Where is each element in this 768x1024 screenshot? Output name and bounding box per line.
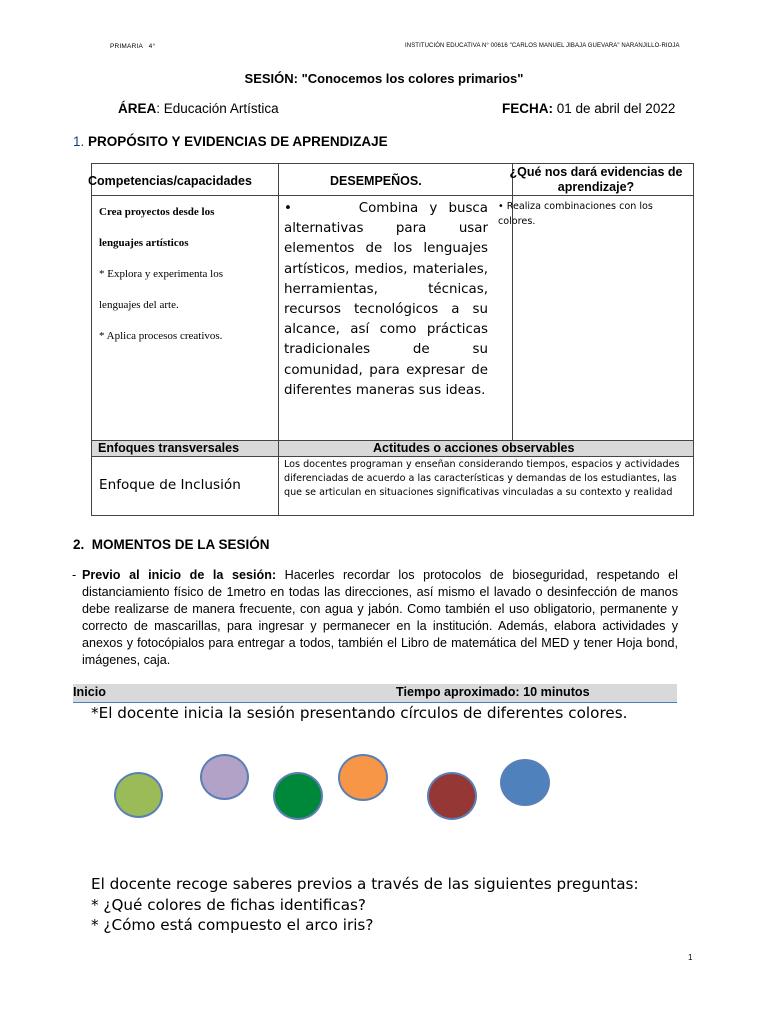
color-circle-red-dark xyxy=(427,772,477,820)
tiempo-label: Tiempo aproximado: 10 minutos xyxy=(396,685,590,699)
area-label: ÁREA xyxy=(118,101,157,116)
color-circle-green-light xyxy=(114,772,163,818)
header-actitudes: Actitudes o acciones observables xyxy=(373,441,575,455)
question-item: * ¿Cómo está compuesto el arco iris? xyxy=(91,916,374,934)
header-grade: PRIMARIA 4° xyxy=(110,43,156,50)
capacidad-line: * Explora y experimenta los xyxy=(99,268,224,280)
color-circle-blue xyxy=(500,759,550,806)
header-enfoques: Enfoques transversales xyxy=(98,441,240,455)
area-value: : Educación Artística xyxy=(156,101,279,116)
inicio-intro: *El docente inicia la sesión presentando círculos de diferentes colores. xyxy=(91,704,628,722)
previo-paragraph xyxy=(73,567,678,669)
color-circle-lilac xyxy=(200,754,249,800)
capacidad-line: * Aplica procesos creativos. xyxy=(99,330,223,342)
session-title xyxy=(0,71,768,86)
color-circle-orange xyxy=(338,754,388,801)
section-1-number: 1. xyxy=(73,134,85,149)
page-number: 1 xyxy=(688,953,693,962)
section-2-heading xyxy=(73,537,270,552)
previo-body xyxy=(82,567,678,669)
header-institution: INSTITUCIÓN EDUCATIVA N° 00616 "CARLOS MANUEL JIBAJA GUEVARA" NARANJILLO-RIOJA xyxy=(405,43,680,49)
date-label: FECHA: xyxy=(502,101,553,116)
table-divider xyxy=(92,456,693,457)
purpose-table xyxy=(88,163,694,516)
competencias-cell xyxy=(99,197,279,352)
previo-text: Hacerles recordar los protocolos de bioseguridad, respetando el distanciamiento físico de 1metro en todas las direcciones, así mismo el lavado o desinfección de manos debe realizarse de manera frecuente, con agua y jabón. Como también el uso obligatorio, permanente y correcto de mascarillas, para ingresar y permanecer en la institución. Además, elabora actividades y anexos y fotocópialos para entregar a todos, también el Libro de matemática del MED y tener Hoja bond, imágenes, caja. xyxy=(82,568,678,667)
header-evidencias: ¿Qué nos dará evidencias de aprendizaje? xyxy=(509,165,683,194)
enfoque-cell: Enfoque de Inclusión xyxy=(99,477,241,493)
section-2-title: MOMENTOS DE LA SESIÓN xyxy=(91,537,270,552)
inicio-label: Inicio xyxy=(73,685,106,699)
competencia-line: Crea proyectos desde los xyxy=(99,206,215,218)
section-2-number: 2. xyxy=(73,537,85,552)
area-field xyxy=(118,101,279,116)
question-item: * ¿Qué colores de fichas identificas? xyxy=(91,895,366,914)
previo-lead: Previo al inicio de la sesión: xyxy=(82,568,277,582)
section-1-heading xyxy=(73,134,388,149)
questions-intro: El docente recoge saberes previos a través de las siguientes preguntas: xyxy=(91,875,639,893)
header-competencias: Competencias/capacidades xyxy=(88,174,252,188)
evidencia-cell: • Realiza combinaciones con los colores. xyxy=(498,201,653,227)
questions-block xyxy=(91,874,639,936)
section-1-title: PROPÓSITO Y EVIDENCIAS DE APRENDIZAJE xyxy=(88,134,388,149)
session-label: SESIÓN xyxy=(244,71,294,86)
table-divider xyxy=(278,440,279,516)
color-circle-green-dark xyxy=(273,772,323,820)
competencia-line: lenguajes artísticos xyxy=(99,237,189,249)
date-value: 01 de abril del 2022 xyxy=(553,101,676,116)
header-desempenos: DESEMPEÑOS. xyxy=(330,174,422,188)
actitud-cell: Los docentes programan y enseñan considerando tiempos, espacios y actividades diferenciadas de acuerdo a las características y demandas de los estudiantes, las que se articulan en situaciones significativas vinculadas a su contexto y realidad xyxy=(284,459,680,498)
date-field xyxy=(502,101,675,116)
table-divider xyxy=(92,195,693,196)
capacidad-line: lenguajes del arte. xyxy=(99,299,179,311)
list-dash: - xyxy=(72,568,77,582)
desempeno-cell: • Combina y busca alternativas para usar elementos de los lenguajes artísticos, medios, materiales, herramientas, técnicas, recursos tecnológicos a su alcance, así como prácticas tradicionales de su comunidad, para expresar de diferentes maneras sus ideas. xyxy=(284,201,493,398)
session-name: : "Conocemos los colores primarios" xyxy=(293,71,524,86)
